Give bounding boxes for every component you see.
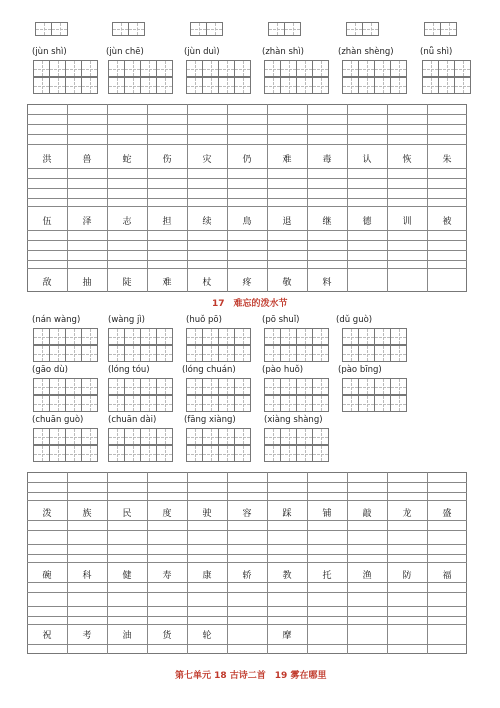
writing-box[interactable]: [33, 328, 50, 345]
writing-box[interactable]: [112, 22, 129, 36]
writing-box[interactable]: [312, 428, 329, 445]
pinyin-label: (nán wàng): [32, 315, 81, 325]
writing-box[interactable]: [140, 77, 157, 94]
practice-character: 碗: [42, 571, 52, 581]
grid-row-line: [27, 616, 467, 617]
grid-row-line: [27, 492, 467, 493]
practice-character: 健: [122, 571, 132, 581]
practice-character: 杖: [202, 278, 212, 288]
writing-box[interactable]: [346, 22, 363, 36]
writing-box[interactable]: [156, 60, 173, 77]
grid-row-line: [27, 520, 467, 521]
pinyin-label: (xiàng shàng): [264, 415, 323, 425]
writing-box[interactable]: [390, 378, 407, 395]
writing-box[interactable]: [374, 395, 391, 412]
writing-box[interactable]: [264, 395, 281, 412]
writing-box[interactable]: [280, 345, 297, 362]
writing-box[interactable]: [234, 378, 251, 395]
writing-box[interactable]: [128, 22, 145, 36]
writing-box[interactable]: [65, 378, 82, 395]
writing-box[interactable]: [81, 378, 98, 395]
practice-character: 铺: [322, 509, 332, 519]
writing-box[interactable]: [124, 445, 141, 462]
practice-character: 度: [162, 509, 172, 519]
grid-row-line: [27, 624, 467, 625]
writing-box[interactable]: [108, 328, 125, 345]
writing-box[interactable]: [454, 60, 471, 77]
pinyin-label: (lóng tóu): [108, 365, 150, 375]
writing-box[interactable]: [33, 378, 50, 395]
writing-box[interactable]: [186, 77, 203, 94]
writing-box[interactable]: [424, 22, 441, 36]
pinyin-label: (gāo dù): [32, 365, 68, 375]
writing-box[interactable]: [186, 60, 203, 77]
writing-box[interactable]: [218, 328, 235, 345]
writing-box[interactable]: [218, 60, 235, 77]
writing-box[interactable]: [140, 345, 157, 362]
writing-box[interactable]: [81, 60, 98, 77]
writing-box[interactable]: [124, 328, 141, 345]
grid-row-line: [27, 250, 467, 251]
writing-box[interactable]: [280, 328, 297, 345]
writing-box[interactable]: [296, 445, 313, 462]
practice-character: 抽: [82, 278, 92, 288]
writing-box[interactable]: [454, 77, 471, 94]
pinyin-label: (nǚ shì): [420, 47, 453, 57]
writing-box[interactable]: [234, 60, 251, 77]
writing-box[interactable]: [218, 445, 235, 462]
pinyin-label: (wàng jì): [108, 315, 146, 325]
writing-box[interactable]: [438, 77, 455, 94]
practice-character: 认: [362, 155, 372, 165]
writing-box[interactable]: [186, 445, 203, 462]
writing-box[interactable]: [202, 345, 219, 362]
writing-box[interactable]: [35, 22, 52, 36]
practice-character: 考: [82, 631, 92, 641]
writing-box[interactable]: [190, 22, 207, 36]
practice-character: 担: [162, 217, 172, 227]
writing-box[interactable]: [296, 328, 313, 345]
writing-box[interactable]: [234, 445, 251, 462]
practice-character: 容: [242, 509, 252, 519]
practice-character: 寿: [162, 571, 172, 581]
practice-character: 泼: [42, 509, 52, 519]
writing-box[interactable]: [296, 378, 313, 395]
writing-box[interactable]: [234, 328, 251, 345]
writing-box[interactable]: [49, 378, 66, 395]
grid-row-line: [27, 188, 467, 189]
writing-box[interactable]: [280, 395, 297, 412]
practice-character: 训: [402, 217, 412, 227]
grid-row-line: [27, 544, 467, 545]
pinyin-label: (chuān dài): [108, 415, 157, 425]
writing-box[interactable]: [33, 395, 50, 412]
writing-box[interactable]: [280, 445, 297, 462]
practice-character: 继: [322, 217, 332, 227]
writing-box[interactable]: [268, 22, 285, 36]
grid-row-line: [27, 592, 467, 593]
grid-row-line: [27, 134, 467, 135]
writing-box[interactable]: [49, 428, 66, 445]
unit-7-heading: 第七单元 18 古诗二首 19 雾在哪里: [175, 671, 327, 681]
pinyin-label: (pō shuǐ): [262, 315, 300, 325]
writing-box[interactable]: [312, 77, 329, 94]
practice-character: 兽: [82, 155, 92, 165]
practice-character: 难: [282, 155, 292, 165]
writing-box[interactable]: [358, 77, 375, 94]
writing-box[interactable]: [264, 428, 281, 445]
writing-box[interactable]: [108, 395, 125, 412]
writing-box[interactable]: [81, 77, 98, 94]
writing-box[interactable]: [156, 328, 173, 345]
practice-character: 轿: [242, 571, 252, 581]
writing-box[interactable]: [156, 445, 173, 462]
writing-box[interactable]: [33, 77, 50, 94]
practice-character: 踩: [282, 509, 292, 519]
practice-character: 泽: [82, 217, 92, 227]
practice-character: 货: [162, 631, 172, 641]
practice-character: 油: [122, 631, 132, 641]
writing-box[interactable]: [108, 345, 125, 362]
practice-character: 朱: [442, 155, 452, 165]
practice-character: 敌: [42, 278, 52, 288]
writing-box[interactable]: [206, 22, 223, 36]
writing-box[interactable]: [264, 445, 281, 462]
pinyin-label: (pào huǒ): [262, 365, 304, 375]
writing-box[interactable]: [202, 395, 219, 412]
pinyin-label: (dǔ guò): [336, 315, 373, 325]
writing-box[interactable]: [140, 378, 157, 395]
grid-row-line: [27, 230, 467, 231]
practice-character: 料: [322, 278, 332, 288]
writing-box[interactable]: [374, 328, 391, 345]
pinyin-label: (zhàn shèng): [338, 47, 394, 57]
writing-box[interactable]: [65, 77, 82, 94]
writing-box[interactable]: [264, 328, 281, 345]
practice-character: 续: [202, 217, 212, 227]
practice-character: 敬: [282, 278, 292, 288]
writing-box[interactable]: [342, 345, 359, 362]
pinyin-label: (lóng chuán): [182, 365, 236, 375]
writing-box[interactable]: [124, 395, 141, 412]
writing-box[interactable]: [296, 395, 313, 412]
writing-box[interactable]: [296, 77, 313, 94]
writing-box[interactable]: [358, 395, 375, 412]
grid-row-line: [27, 500, 467, 501]
grid-row-line: [27, 114, 467, 115]
writing-box[interactable]: [342, 60, 359, 77]
writing-box[interactable]: [390, 328, 407, 345]
writing-box[interactable]: [234, 345, 251, 362]
writing-box[interactable]: [156, 345, 173, 362]
grid-row-line: [27, 644, 467, 645]
writing-box[interactable]: [186, 328, 203, 345]
writing-box[interactable]: [156, 428, 173, 445]
writing-box[interactable]: [280, 60, 297, 77]
writing-box[interactable]: [358, 345, 375, 362]
writing-box[interactable]: [51, 22, 68, 36]
grid-row-line: [27, 206, 467, 207]
writing-box[interactable]: [296, 60, 313, 77]
writing-box[interactable]: [218, 77, 235, 94]
practice-character: 民: [122, 509, 132, 519]
writing-box[interactable]: [49, 77, 66, 94]
practice-character: 敲: [362, 509, 372, 519]
writing-box[interactable]: [312, 445, 329, 462]
pinyin-label: (jùn shì): [32, 47, 67, 57]
writing-box[interactable]: [49, 328, 66, 345]
practice-character: 洪: [42, 155, 52, 165]
writing-box[interactable]: [264, 77, 281, 94]
writing-box[interactable]: [124, 60, 141, 77]
writing-box[interactable]: [33, 428, 50, 445]
writing-box[interactable]: [374, 60, 391, 77]
writing-box[interactable]: [156, 77, 173, 94]
writing-box[interactable]: [264, 60, 281, 77]
writing-box[interactable]: [218, 395, 235, 412]
writing-box[interactable]: [65, 345, 82, 362]
practice-character: 鳥: [242, 217, 252, 227]
practice-character: 恢: [402, 155, 412, 165]
practice-character: 伤: [162, 155, 172, 165]
practice-character: 祝: [42, 631, 52, 641]
practice-character: 毒: [322, 155, 332, 165]
writing-box[interactable]: [342, 328, 359, 345]
writing-box[interactable]: [49, 395, 66, 412]
writing-box[interactable]: [390, 77, 407, 94]
writing-box[interactable]: [362, 22, 379, 36]
writing-box[interactable]: [140, 60, 157, 77]
writing-box[interactable]: [422, 60, 439, 77]
pinyin-label: (jùn chē): [106, 47, 144, 57]
writing-box[interactable]: [234, 428, 251, 445]
writing-box[interactable]: [422, 77, 439, 94]
writing-box[interactable]: [202, 428, 219, 445]
writing-box[interactable]: [65, 395, 82, 412]
practice-character: 教: [282, 571, 292, 581]
grid-row-line: [27, 530, 467, 531]
writing-box[interactable]: [390, 345, 407, 362]
writing-box[interactable]: [202, 378, 219, 395]
writing-box[interactable]: [312, 328, 329, 345]
writing-box[interactable]: [358, 328, 375, 345]
practice-character: 托: [322, 571, 332, 581]
writing-box[interactable]: [358, 378, 375, 395]
practice-character: 科: [82, 571, 92, 581]
writing-box[interactable]: [33, 345, 50, 362]
writing-box[interactable]: [264, 345, 281, 362]
writing-box[interactable]: [186, 428, 203, 445]
lesson-17-title: 17 难忘的泼水节: [212, 299, 288, 309]
writing-box[interactable]: [81, 428, 98, 445]
writing-box[interactable]: [65, 445, 82, 462]
practice-character: 伍: [42, 217, 52, 227]
writing-box[interactable]: [140, 445, 157, 462]
pinyin-label: (fāng xiàng): [184, 415, 236, 425]
writing-box[interactable]: [108, 378, 125, 395]
pinyin-label: (chuān guò): [32, 415, 84, 425]
practice-character: 轮: [202, 631, 212, 641]
writing-box[interactable]: [202, 445, 219, 462]
writing-box[interactable]: [280, 428, 297, 445]
practice-character: 族: [82, 509, 92, 519]
writing-box[interactable]: [186, 378, 203, 395]
writing-box[interactable]: [33, 60, 50, 77]
writing-box[interactable]: [202, 328, 219, 345]
practice-character: 难: [162, 278, 172, 288]
writing-box[interactable]: [296, 345, 313, 362]
grid-row-line: [27, 562, 467, 563]
writing-box[interactable]: [218, 428, 235, 445]
writing-box[interactable]: [108, 445, 125, 462]
writing-box[interactable]: [65, 428, 82, 445]
pinyin-label: (zhàn shì): [262, 47, 304, 57]
writing-box[interactable]: [374, 378, 391, 395]
writing-box[interactable]: [81, 328, 98, 345]
grid-row-line: [27, 178, 467, 179]
writing-box[interactable]: [124, 77, 141, 94]
practice-character: 蛇: [122, 155, 132, 165]
writing-box[interactable]: [234, 77, 251, 94]
practice-character: 退: [282, 217, 292, 227]
writing-box[interactable]: [186, 345, 203, 362]
writing-box[interactable]: [49, 345, 66, 362]
practice-character: 驶: [202, 509, 212, 519]
writing-box[interactable]: [81, 395, 98, 412]
practice-character: 摩: [282, 631, 292, 641]
practice-character: 仍: [242, 155, 252, 165]
writing-box[interactable]: [140, 328, 157, 345]
writing-box[interactable]: [390, 60, 407, 77]
practice-character: 德: [362, 217, 372, 227]
writing-box[interactable]: [374, 345, 391, 362]
writing-box[interactable]: [280, 378, 297, 395]
writing-box[interactable]: [124, 428, 141, 445]
writing-box[interactable]: [358, 60, 375, 77]
practice-character: 防: [402, 571, 412, 581]
grid-row-line: [27, 168, 467, 169]
writing-box[interactable]: [234, 395, 251, 412]
writing-box[interactable]: [108, 77, 125, 94]
writing-box[interactable]: [140, 428, 157, 445]
writing-box[interactable]: [280, 77, 297, 94]
writing-box[interactable]: [186, 395, 203, 412]
practice-character: 盛: [442, 509, 452, 519]
practice-character: 渔: [362, 571, 372, 581]
writing-box[interactable]: [202, 77, 219, 94]
grid-row-line: [27, 260, 467, 261]
grid-row-line: [27, 606, 467, 607]
writing-box[interactable]: [312, 395, 329, 412]
grid-row-line: [27, 268, 467, 269]
writing-box[interactable]: [65, 60, 82, 77]
writing-box[interactable]: [33, 445, 50, 462]
writing-box[interactable]: [312, 345, 329, 362]
writing-box[interactable]: [108, 60, 125, 77]
writing-box[interactable]: [374, 77, 391, 94]
grid-row-line: [27, 554, 467, 555]
practice-character: 志: [122, 217, 132, 227]
writing-box[interactable]: [65, 328, 82, 345]
writing-box[interactable]: [312, 60, 329, 77]
writing-box[interactable]: [202, 60, 219, 77]
grid-row-line: [27, 482, 467, 483]
practice-character: 疼: [242, 278, 252, 288]
writing-box[interactable]: [81, 445, 98, 462]
writing-box[interactable]: [342, 77, 359, 94]
writing-box[interactable]: [438, 60, 455, 77]
writing-box[interactable]: [296, 428, 313, 445]
writing-box[interactable]: [140, 395, 157, 412]
practice-character: 康: [202, 571, 212, 581]
pinyin-label: (jùn duì): [184, 47, 220, 57]
practice-character: 陡: [122, 278, 132, 288]
writing-box[interactable]: [440, 22, 457, 36]
practice-character: 被: [442, 217, 452, 227]
writing-box[interactable]: [218, 345, 235, 362]
grid-row-line: [27, 240, 467, 241]
writing-box[interactable]: [124, 345, 141, 362]
grid-row-line: [27, 198, 467, 199]
writing-box[interactable]: [108, 428, 125, 445]
writing-box[interactable]: [264, 378, 281, 395]
practice-character: 龙: [402, 509, 412, 519]
practice-character: 福: [442, 571, 452, 581]
pinyin-label: (pào bīng): [338, 365, 382, 375]
writing-box[interactable]: [390, 395, 407, 412]
writing-box[interactable]: [49, 60, 66, 77]
writing-box[interactable]: [49, 445, 66, 462]
writing-box[interactable]: [218, 378, 235, 395]
grid-row-line: [27, 582, 467, 583]
pinyin-label: (huǒ pō): [186, 315, 222, 325]
writing-box[interactable]: [342, 378, 359, 395]
writing-box[interactable]: [156, 378, 173, 395]
writing-box[interactable]: [156, 395, 173, 412]
writing-box[interactable]: [284, 22, 301, 36]
grid-row-line: [27, 144, 467, 145]
practice-character: 灾: [202, 155, 212, 165]
writing-box[interactable]: [124, 378, 141, 395]
writing-box[interactable]: [312, 378, 329, 395]
grid-row-line: [27, 124, 467, 125]
writing-box[interactable]: [81, 345, 98, 362]
writing-box[interactable]: [342, 395, 359, 412]
